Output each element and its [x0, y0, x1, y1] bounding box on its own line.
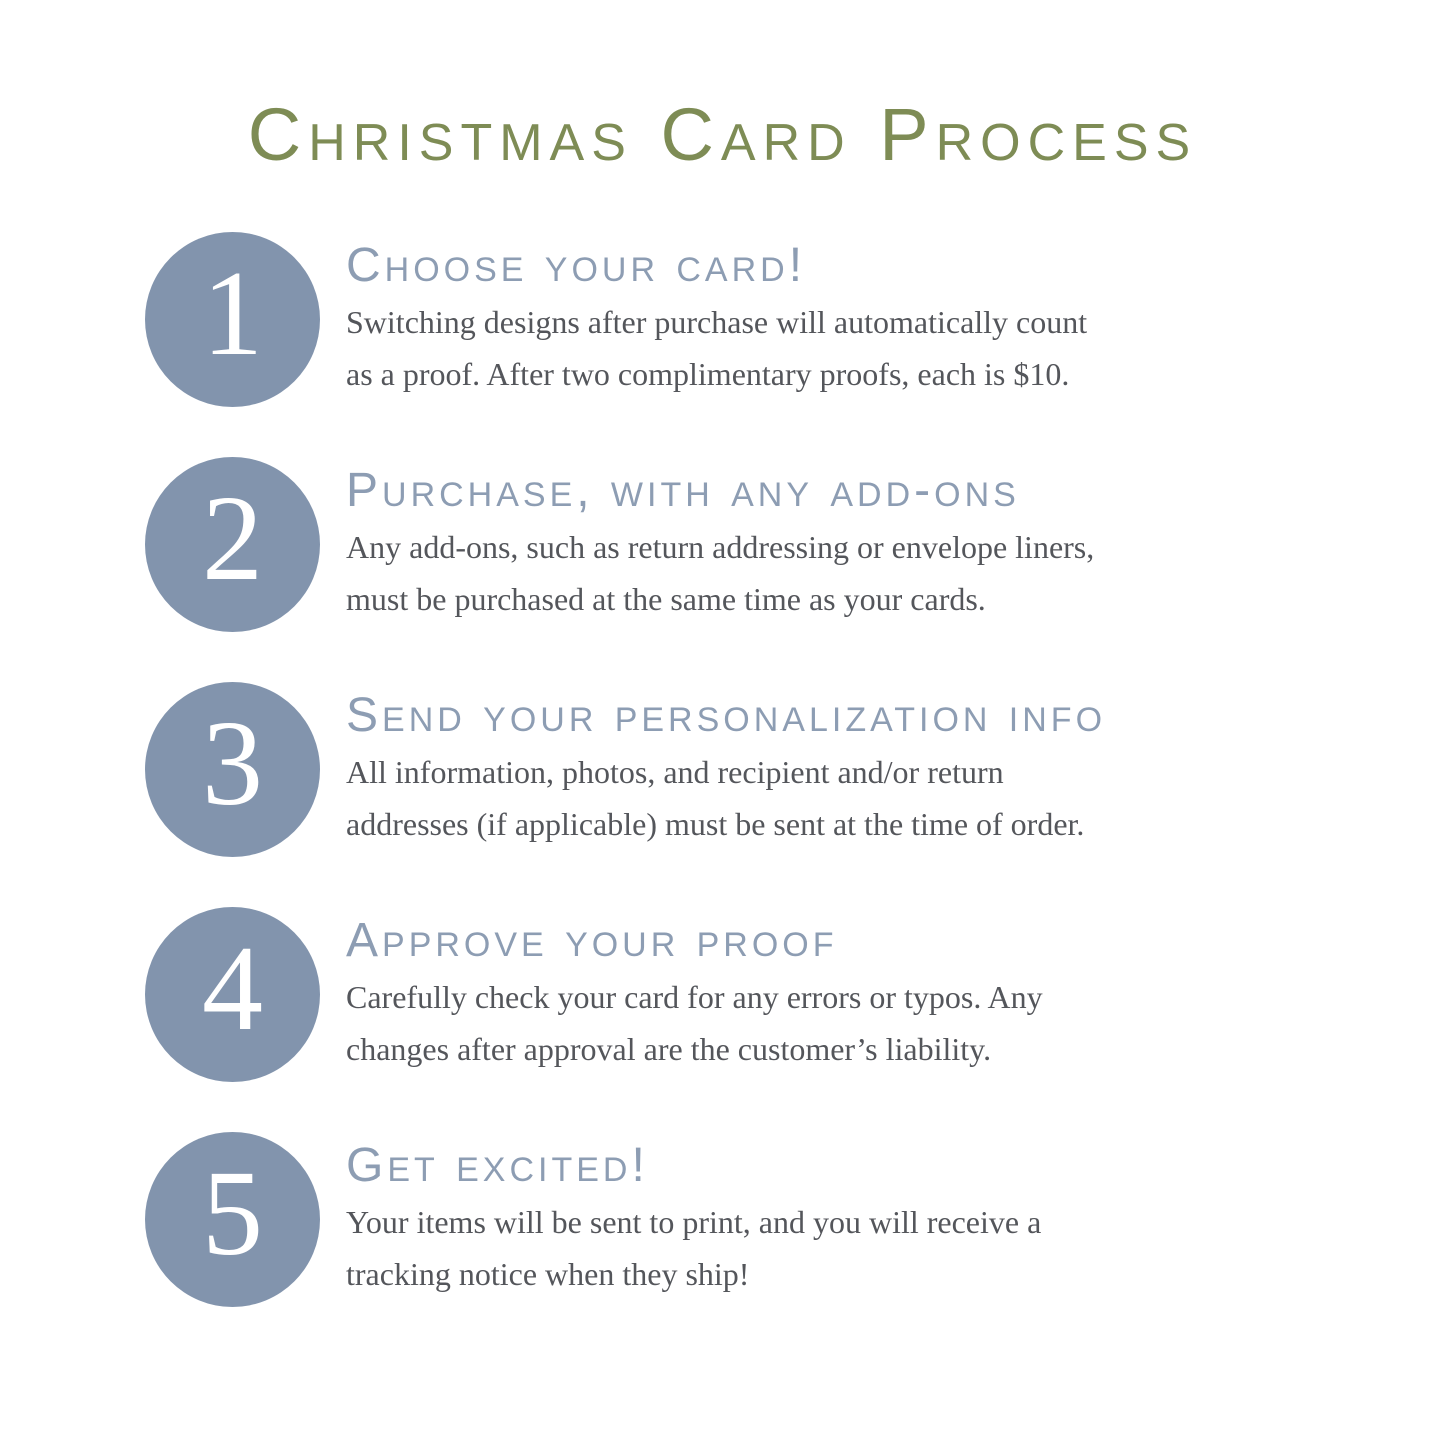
step-5-body-line-1: Your items will be sent to print, and you will receive a	[346, 1204, 1042, 1241]
step-5-body-line-2: tracking notice when they ship!	[346, 1255, 750, 1292]
step-2-number: 2	[202, 471, 263, 607]
step-1-number: 1	[202, 246, 263, 382]
steps-list	[0, 232, 1445, 1307]
step-1-circle-badge	[145, 232, 320, 407]
step-3-body-line-1: All information, photos, and recipient and/or return	[346, 754, 1004, 791]
step-5-number: 5	[202, 1146, 263, 1282]
step-5-heading: Get excited!	[346, 1138, 649, 1192]
step-5-circle-badge	[145, 1132, 320, 1307]
step-2-body	[346, 522, 1094, 624]
step-4-heading: Approve your proof	[346, 913, 838, 967]
step-row-5	[145, 1132, 1385, 1307]
step-4-number: 4	[202, 921, 263, 1057]
step-1-body	[346, 297, 1087, 399]
step-2-body-line-2: must be purchased at the same time as your cards.	[346, 580, 986, 617]
step-4-body	[346, 972, 1043, 1074]
step-2-circle-badge	[145, 457, 320, 632]
step-4-text	[346, 907, 1043, 1075]
step-2-heading: Purchase, with any add-ons	[346, 463, 1020, 517]
step-3-number: 3	[202, 696, 263, 832]
step-row-4	[145, 907, 1385, 1082]
step-3-text	[346, 682, 1106, 850]
step-3-circle-badge	[145, 682, 320, 857]
step-5-text	[346, 1132, 1041, 1300]
page-title: Christmas Card Process	[247, 93, 1198, 176]
step-row-3	[145, 682, 1385, 857]
step-3-body	[346, 747, 1106, 849]
step-4-body-line-1: Carefully check your card for any errors or typos. Any	[346, 979, 1043, 1016]
step-row-1	[145, 232, 1385, 407]
step-row-2	[145, 457, 1385, 632]
step-1-body-line-1: Switching designs after purchase will automatically count	[346, 304, 1088, 341]
step-1-body-line-2: as a proof. After two complimentary proofs, each is $10.	[346, 355, 1070, 392]
step-1-text	[346, 232, 1087, 400]
step-2-text	[346, 457, 1094, 625]
step-4-circle-badge	[145, 907, 320, 1082]
step-1-heading: Choose your card!	[346, 238, 807, 292]
step-2-body-line-1: Any add-ons, such as return addressing or envelope liners,	[346, 529, 1095, 566]
step-3-body-line-2: addresses (if applicable) must be sent at the time of order.	[346, 805, 1085, 842]
step-4-body-line-2: changes after approval are the customer’s liability.	[346, 1030, 992, 1067]
step-3-heading: Send your personalization info	[346, 688, 1107, 742]
step-5-body	[346, 1197, 1041, 1299]
